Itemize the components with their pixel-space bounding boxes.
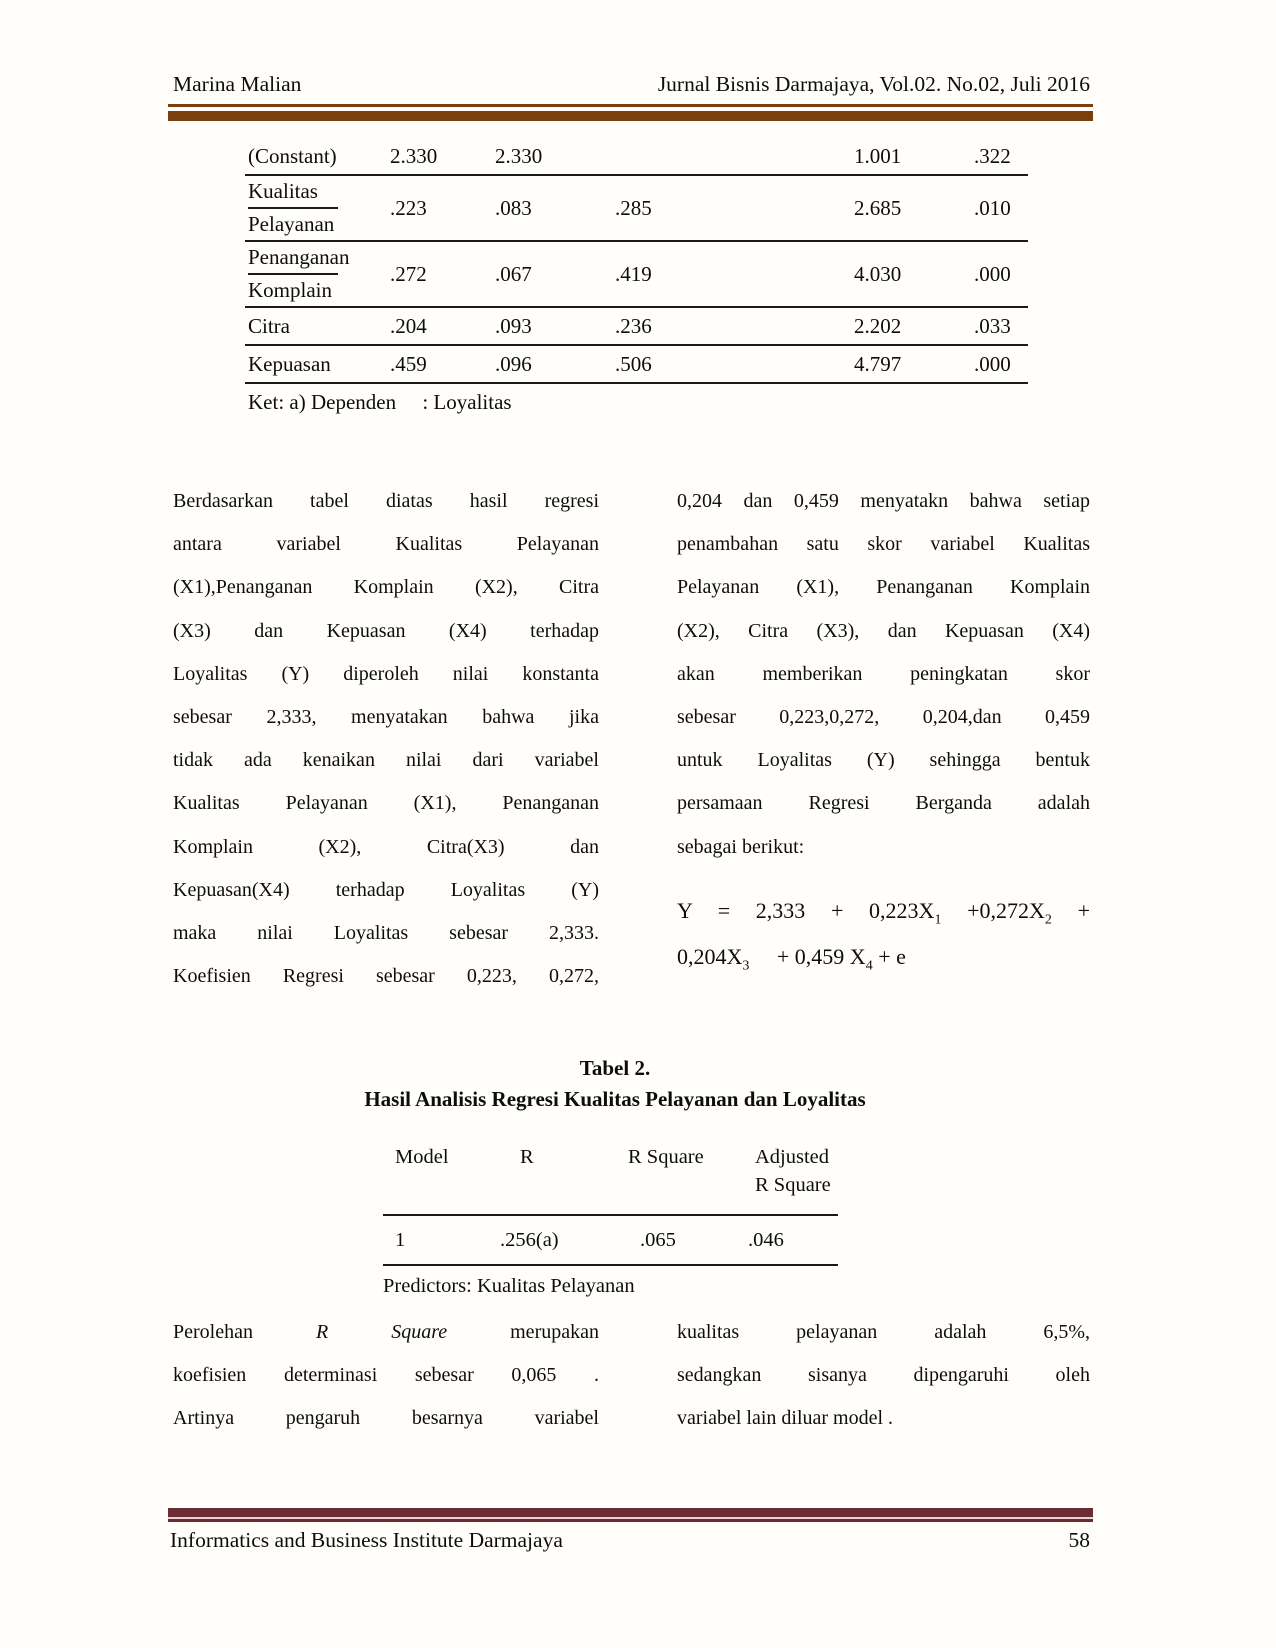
text-line: maka nilai Loyalitas sebesar 2,333. [173,921,599,944]
cell-r: .256(a) [500,1228,559,1251]
body2-left-justified-lines [173,1354,599,1440]
regression-equation [677,888,1090,980]
row-label [245,138,385,174]
coefficients-table-rows [245,138,1028,384]
header-adjusted-line1: Adjusted [755,1146,830,1168]
text-line: (X3) dan Kepuasan (X4) terhadap [173,619,599,642]
header-adjusted-line2: R Square [755,1174,831,1196]
cell-t: 2.202 [854,313,902,338]
text-line: tidak ada kenaikan nilai dari variabel [173,749,599,772]
model-summary-header-row [383,1135,838,1216]
model-summary-note: Predictors: Kualitas Pelayanan [383,1275,635,1297]
cell-r-square: .065 [640,1228,676,1251]
table-row [245,308,1028,346]
row-label-line: Kepuasan [248,351,331,376]
coefficients-table [245,138,1028,415]
row-label-line: (Constant) [248,143,337,168]
footer-rule [168,1508,1093,1523]
body2-right-last-line: variabel lain diluar model . [677,1407,894,1430]
cell-std-error: .083 [495,195,532,220]
table-row [245,242,1028,308]
cell-adjusted-r-square: .046 [748,1228,784,1251]
row-label [245,242,385,306]
cell-sig: .322 [974,143,1011,168]
row-label [245,308,385,344]
text-line: sebesar 2,333, menyatakan bahwa jika [173,705,599,728]
body-right-justified-lines [677,480,1090,826]
footer-page-number: 58 [1068,1528,1090,1552]
header-author: Marina Malian [173,72,302,96]
text-line: Koefisien Regresi sebesar 0,223, 0,272, [173,965,599,988]
table2-title-number: Tabel 2. [579,1056,651,1080]
row-label-line: Citra [248,313,290,338]
cell-std-error: .093 [495,313,532,338]
header-r-square: R Square [628,1146,704,1168]
model-summary-table [383,1135,838,1298]
table2-titles [170,1053,1060,1115]
text-line: Berdasarkan tabel diatas hasil regresi [173,490,599,512]
text-line: penambahan satu skor variabel Kualitas [677,533,1090,556]
cell-sig: .000 [974,261,1011,286]
coefficients-table-note: Ket: a) Dependen : Loyalitas [248,390,512,414]
body2-left-line-1: Perolehan R Square merupakan [173,1321,599,1343]
cell-model: 1 [395,1228,406,1251]
cell-sig: .033 [974,313,1011,338]
cell-beta: .285 [615,195,652,220]
cell-std-error: .067 [495,261,532,286]
cell-t: 4.030 [854,261,902,286]
cell-b: 2.330 [390,143,438,168]
text-line: akan memberikan peningkatan skor [677,662,1090,685]
header-rule [168,104,1093,121]
text-line: Pelayanan (X1), Penanganan Komplain [677,576,1090,599]
row-label-line: Pelayanan [248,212,335,236]
text-line: sedangkan sisanya dipengaruhi oleh [677,1364,1090,1387]
text-line: antara variabel Kualitas Pelayanan [173,533,599,556]
header-adjusted-r-square [748,1143,838,1199]
text-line: sebesar 0,223,0,272, 0,204,dan 0,459 [677,705,1090,728]
text-line: (X1),Penanganan Komplain (X2), Citra [173,576,599,599]
header-rule-thick-bar [168,111,1093,121]
cell-b: .272 [390,261,427,286]
table2-title-text: Hasil Analisis Regresi Kualitas Pelayanan dan Loyalitas [364,1087,866,1111]
footer-rule-thick-bar [168,1508,1093,1517]
body-column-right [677,480,1090,869]
cell-sig: .010 [974,195,1011,220]
footer-rule-thin-line [168,1519,1093,1522]
table-row [245,346,1028,384]
cell-b: .204 [390,313,427,338]
row-label-line: Penanganan [248,242,338,275]
body2-column-left [173,1311,599,1441]
row-label [245,176,385,240]
text-line: persamaan Regresi Berganda adalah [677,792,1090,815]
text-line: 0,204 dan 0,459 menyatakn bahwa setiap [677,490,1090,512]
header-journal-title: Jurnal Bisnis Darmajaya, Vol.02. No.02, Juli 2016 [657,72,1090,96]
equation-line-2: $0,204X_3$ + 0,459 $X_4 + e$ [677,944,906,974]
header-model: Model [395,1146,449,1168]
cell-beta: .506 [615,351,652,376]
footer-institute: Informatics and Business Institute Darmajaya [170,1528,563,1552]
cell-t: 4.797 [854,351,902,376]
cell-t: 1.001 [854,143,902,168]
text-line: Kepuasan(X4) terhadap Loyalitas (Y) [173,878,599,901]
text-line: Artinya pengaruh besarnya variabel [173,1407,599,1430]
body2-right-justified-lines [677,1311,1090,1397]
cell-beta: .236 [615,313,652,338]
body-column-left [173,480,599,998]
text-line: koefisien determinasi sebesar 0,065 . [173,1364,599,1387]
text-line: kualitas pelayanan adalah 6,5%, [677,1321,1090,1343]
header-r: R [520,1146,534,1168]
table-row [245,138,1028,176]
cell-std-error: 2.330 [495,143,543,168]
model-summary-data-row [383,1216,838,1266]
row-label [245,346,385,382]
text-line: untuk Loyalitas (Y) sehingga bentuk [677,749,1090,772]
body-right-last-line: sebagai berikut: [677,835,805,858]
text-line: (X2), Citra (X3), dan Kepuasan (X4) [677,619,1090,642]
cell-sig: .000 [974,351,1011,376]
row-label-line: Kualitas [248,176,338,209]
text-line: Komplain (X2), Citra(X3) dan [173,835,599,858]
body2-column-right [677,1311,1090,1441]
cell-b: .223 [390,195,427,220]
cell-t: 2.685 [854,195,902,220]
cell-b: .459 [390,351,427,376]
cell-beta: .419 [615,261,652,286]
cell-std-error: .096 [495,351,532,376]
text-line: Loyalitas (Y) diperoleh nilai konstanta [173,662,599,685]
row-label-line: Komplain [248,278,332,302]
text-line: Kualitas Pelayanan (X1), Penanganan [173,792,599,815]
equation-line-1: $Y = 2,333 + 0,223X_1 +0,272X_2$ + [677,898,1090,928]
table-row [245,176,1028,242]
